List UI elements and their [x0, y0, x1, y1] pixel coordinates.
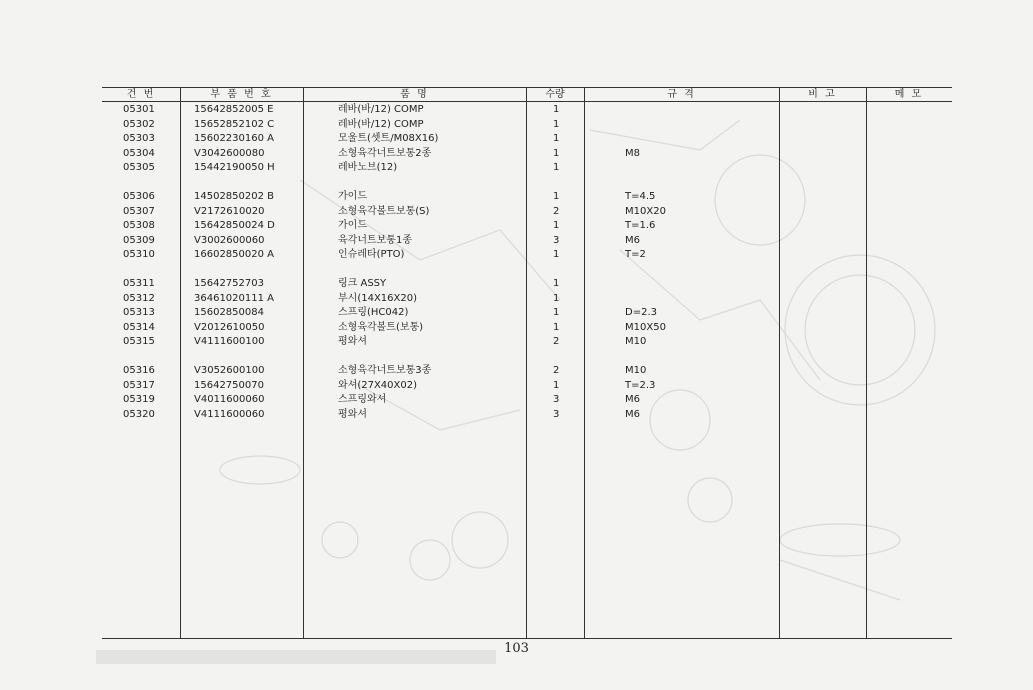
- cell-spec: M10: [625, 365, 647, 376]
- cell-qty: 1: [553, 118, 560, 130]
- cell-item-no: 05304: [123, 147, 155, 159]
- header-name-label: 품 명: [400, 89, 429, 100]
- table-row: [102, 132, 952, 147]
- table-row: [102, 321, 952, 336]
- cell-part-no: V3002600060: [194, 234, 265, 246]
- header-divider: [102, 101, 952, 102]
- cell-qty: 1: [553, 307, 560, 318]
- cell-item-no: 05314: [123, 321, 155, 333]
- cell-item-no: 05310: [123, 249, 155, 260]
- table-row: [102, 408, 952, 423]
- cell-spec: M10X20: [625, 205, 666, 217]
- cell-qty: 1: [553, 249, 560, 260]
- cell-item-no: 05307: [123, 205, 155, 217]
- cell-spec: M6: [625, 234, 640, 246]
- cell-name: 육각너트보통1종: [338, 234, 412, 246]
- cell-item-no: 05308: [123, 220, 155, 231]
- cell-name: 스프링(HC042): [338, 307, 409, 318]
- cell-qty: 1: [553, 278, 560, 289]
- cell-part-no: 15442190050 H: [194, 162, 275, 173]
- cell-spec: T=2.3: [625, 379, 656, 391]
- page-number: 103: [504, 641, 529, 656]
- cell-qty: 3: [553, 234, 560, 246]
- cell-name: 레바(바/12) COMP: [338, 118, 424, 130]
- table-row: [102, 364, 952, 379]
- cell-part-no: 15602230160 A: [194, 133, 275, 144]
- cell-qty: 1: [553, 220, 560, 231]
- cell-item-no: 05312: [123, 292, 155, 304]
- cell-qty: 1: [553, 147, 560, 159]
- cell-item-no: 05315: [123, 336, 155, 347]
- cell-name: 모울트(셋트/M08X16): [338, 133, 439, 144]
- cell-name: 스프링와셔: [338, 394, 387, 405]
- cell-name: 평와셔: [338, 336, 367, 347]
- table-row: [102, 118, 952, 133]
- cell-part-no: V4111600100: [194, 336, 265, 347]
- cell-part-no: 16602850020 A: [194, 249, 275, 260]
- cell-spec: T=2: [625, 249, 646, 260]
- cell-part-no: 15642750070: [194, 379, 264, 391]
- cell-part-no: 15602850084: [194, 307, 264, 318]
- table-row: [102, 393, 952, 408]
- cell-name: 평와셔: [338, 408, 367, 420]
- header-memo: 메 모: [894, 89, 924, 100]
- cell-part-no: V4111600060: [194, 408, 265, 420]
- cell-name: 가이드: [338, 220, 367, 231]
- cell-part-no: V3042600080: [194, 147, 265, 159]
- table-row: [102, 306, 952, 321]
- cell-qty: 3: [553, 394, 560, 405]
- cell-qty: 1: [553, 162, 560, 173]
- cell-name: 레바노브(12): [338, 162, 398, 173]
- cell-qty: 1: [553, 191, 560, 202]
- table-row: [102, 292, 952, 307]
- header-part-no: 부 품 번 호: [210, 89, 273, 100]
- cell-item-no: 05302: [123, 118, 155, 130]
- cell-name: 부시(14X16X20): [338, 292, 417, 304]
- cell-spec: M6: [625, 394, 640, 405]
- cell-qty: 1: [553, 133, 560, 144]
- cell-spec: T=1.6: [625, 220, 656, 231]
- header-qty: 수량: [545, 89, 565, 100]
- cell-part-no: V2012610050: [194, 321, 265, 333]
- cell-part-no: 36461020111 A: [194, 292, 275, 304]
- parts-table: [102, 87, 952, 639]
- cell-qty: 1: [553, 292, 560, 304]
- cell-spec: M10: [625, 336, 647, 347]
- cell-item-no: 05306: [123, 191, 155, 202]
- cell-part-no: V4011600060: [194, 394, 265, 405]
- table-row: [102, 190, 952, 205]
- cell-name: 가이드: [338, 191, 367, 202]
- header-spec: 규 격: [667, 89, 696, 100]
- cell-name: 소형육각너트보통3종: [338, 365, 432, 376]
- cell-part-no: 14502850202 B: [194, 191, 275, 202]
- cell-name: 소형육각너트보통2종: [338, 147, 432, 159]
- cell-part-no: V3052600100: [194, 365, 265, 376]
- table-row: [102, 379, 952, 394]
- table-row: [102, 103, 952, 118]
- cell-item-no: 05311: [123, 278, 155, 289]
- table-row: [102, 248, 952, 263]
- header-remarks: 비 고: [808, 89, 837, 100]
- cell-part-no: 15652852102 C: [194, 118, 275, 130]
- table-row: [102, 234, 952, 249]
- table-row: [102, 147, 952, 162]
- cell-part-no: 15642850024 D: [194, 220, 275, 231]
- cell-name: 소형육각볼트(보통): [338, 321, 424, 333]
- cell-name: 링크 ASSY: [338, 278, 387, 289]
- cell-item-no: 05317: [123, 379, 155, 391]
- table-row: [102, 219, 952, 234]
- table-row: [102, 335, 952, 350]
- cell-item-no: 05313: [123, 307, 155, 318]
- cell-item-no: 05303: [123, 133, 155, 144]
- cell-spec: D=2.3: [625, 307, 657, 318]
- cell-item-no: 05316: [123, 365, 155, 376]
- table-row: [102, 277, 952, 292]
- table-row: [102, 161, 952, 176]
- cell-name: 소형육각볼트보통(S): [338, 205, 430, 217]
- cell-part-no: V2172610020: [194, 205, 265, 217]
- cell-name: 와셔(27X40X02): [338, 379, 417, 391]
- cell-qty: 1: [553, 104, 560, 115]
- cell-item-no: 05305: [123, 162, 155, 173]
- cell-item-no: 05309: [123, 234, 155, 246]
- header-item-no: 건 번: [126, 89, 156, 100]
- cell-spec: M6: [625, 408, 640, 420]
- cell-spec: M8: [625, 147, 640, 159]
- cell-item-no: 05319: [123, 394, 155, 405]
- table-row: [102, 205, 952, 220]
- cell-part-no: 15642852005 E: [194, 104, 274, 115]
- cell-qty: 1: [553, 379, 560, 391]
- cell-qty: 1: [553, 321, 560, 333]
- cell-item-no: 05301: [123, 104, 155, 115]
- cell-qty: 2: [553, 205, 560, 217]
- cell-item-no: 05320: [123, 408, 155, 420]
- cell-part-no: 15642752703: [194, 278, 264, 289]
- cell-spec: T=4.5: [625, 191, 656, 202]
- cell-name: 레바(바/12) COMP: [338, 104, 424, 115]
- cell-name: 인슈레타(PTO): [338, 249, 405, 260]
- cell-qty: 2: [553, 365, 560, 376]
- cell-spec: M10X50: [625, 321, 666, 333]
- cell-qty: 3: [553, 408, 560, 420]
- cell-qty: 2: [553, 336, 560, 347]
